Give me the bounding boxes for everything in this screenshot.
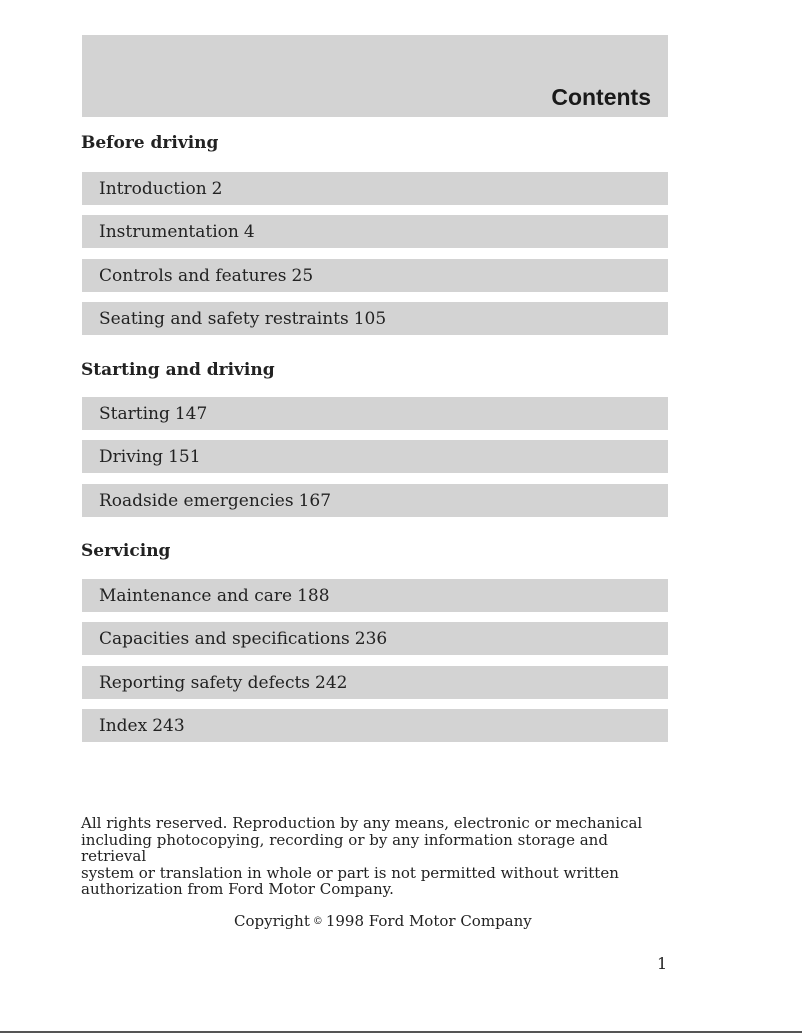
rights-statement [81,815,661,898]
page-title: Contents [551,84,651,110]
copyright-prefix: Copyright [234,912,310,930]
section-heading-servicing: Servicing [81,541,171,561]
toc-entry-maintenance-and-care[interactable] [82,579,668,612]
toc-entry-page: 2 [211,178,223,199]
rights-line: including photocopying, recording or by any information storage and retrieval [81,830,608,865]
toc-entry-label: Index [99,715,148,736]
toc-entry-label: Maintenance and care [99,585,293,606]
toc-entry-label: Capacities and specifications [99,628,350,649]
toc-entry-label: Controls and features [99,265,287,286]
toc-entry-label: Roadside emergencies [99,490,294,511]
toc-entry-label: Instrumentation [99,221,239,242]
page-number: 1 [657,954,668,973]
section-heading-before-driving: Before driving [81,133,219,153]
copyright-holder: 1998 Ford Motor Company [325,912,532,930]
toc-entry-page: 243 [152,715,185,736]
toc-entry-instrumentation[interactable] [82,215,668,248]
toc-entry-label: Seating and safety restraints [99,308,349,329]
copyright-notice [234,912,532,930]
toc-entry-reporting-safety-defects[interactable] [82,666,668,699]
toc-entry-page: 4 [243,221,255,242]
toc-entry-page: 25 [291,265,314,286]
toc-entry-label: Introduction [99,178,207,199]
toc-entry-page: 147 [174,403,208,424]
section-heading-starting-and-driving: Starting and driving [81,360,275,380]
toc-entry-roadside-emergencies[interactable] [82,484,668,517]
toc-entry-capacities-and-specifications[interactable] [82,622,668,655]
rights-line: authorization from Ford Motor Company. [81,880,394,898]
toc-entry-page: 167 [298,490,332,511]
rights-line: system or translation in whole or part is not permitted without written [81,863,619,882]
toc-entry-introduction[interactable] [82,172,668,205]
page-bottom-rule [0,1031,802,1033]
toc-entry-index[interactable] [82,709,668,742]
contents-header-band [82,35,668,117]
toc-entry-page: 105 [353,308,387,329]
rights-line: All rights reserved. Reproduction by any means, electronic or mechanical [81,814,643,832]
toc-entry-page: 242 [315,672,348,693]
toc-entry-page: 188 [297,585,330,606]
toc-entry-label: Starting [99,403,170,424]
toc-entry-seating-and-safety-restraints[interactable] [82,302,668,335]
toc-entry-label: Reporting safety defects [99,672,311,693]
copyright-symbol: © [312,916,323,927]
toc-entry-label: Driving [99,446,164,467]
toc-entry-driving[interactable] [82,440,668,473]
toc-entry-page: 151 [168,446,201,467]
toc-entry-controls-and-features[interactable] [82,259,668,292]
toc-entry-starting[interactable] [82,397,668,430]
toc-entry-page: 236 [354,628,388,649]
